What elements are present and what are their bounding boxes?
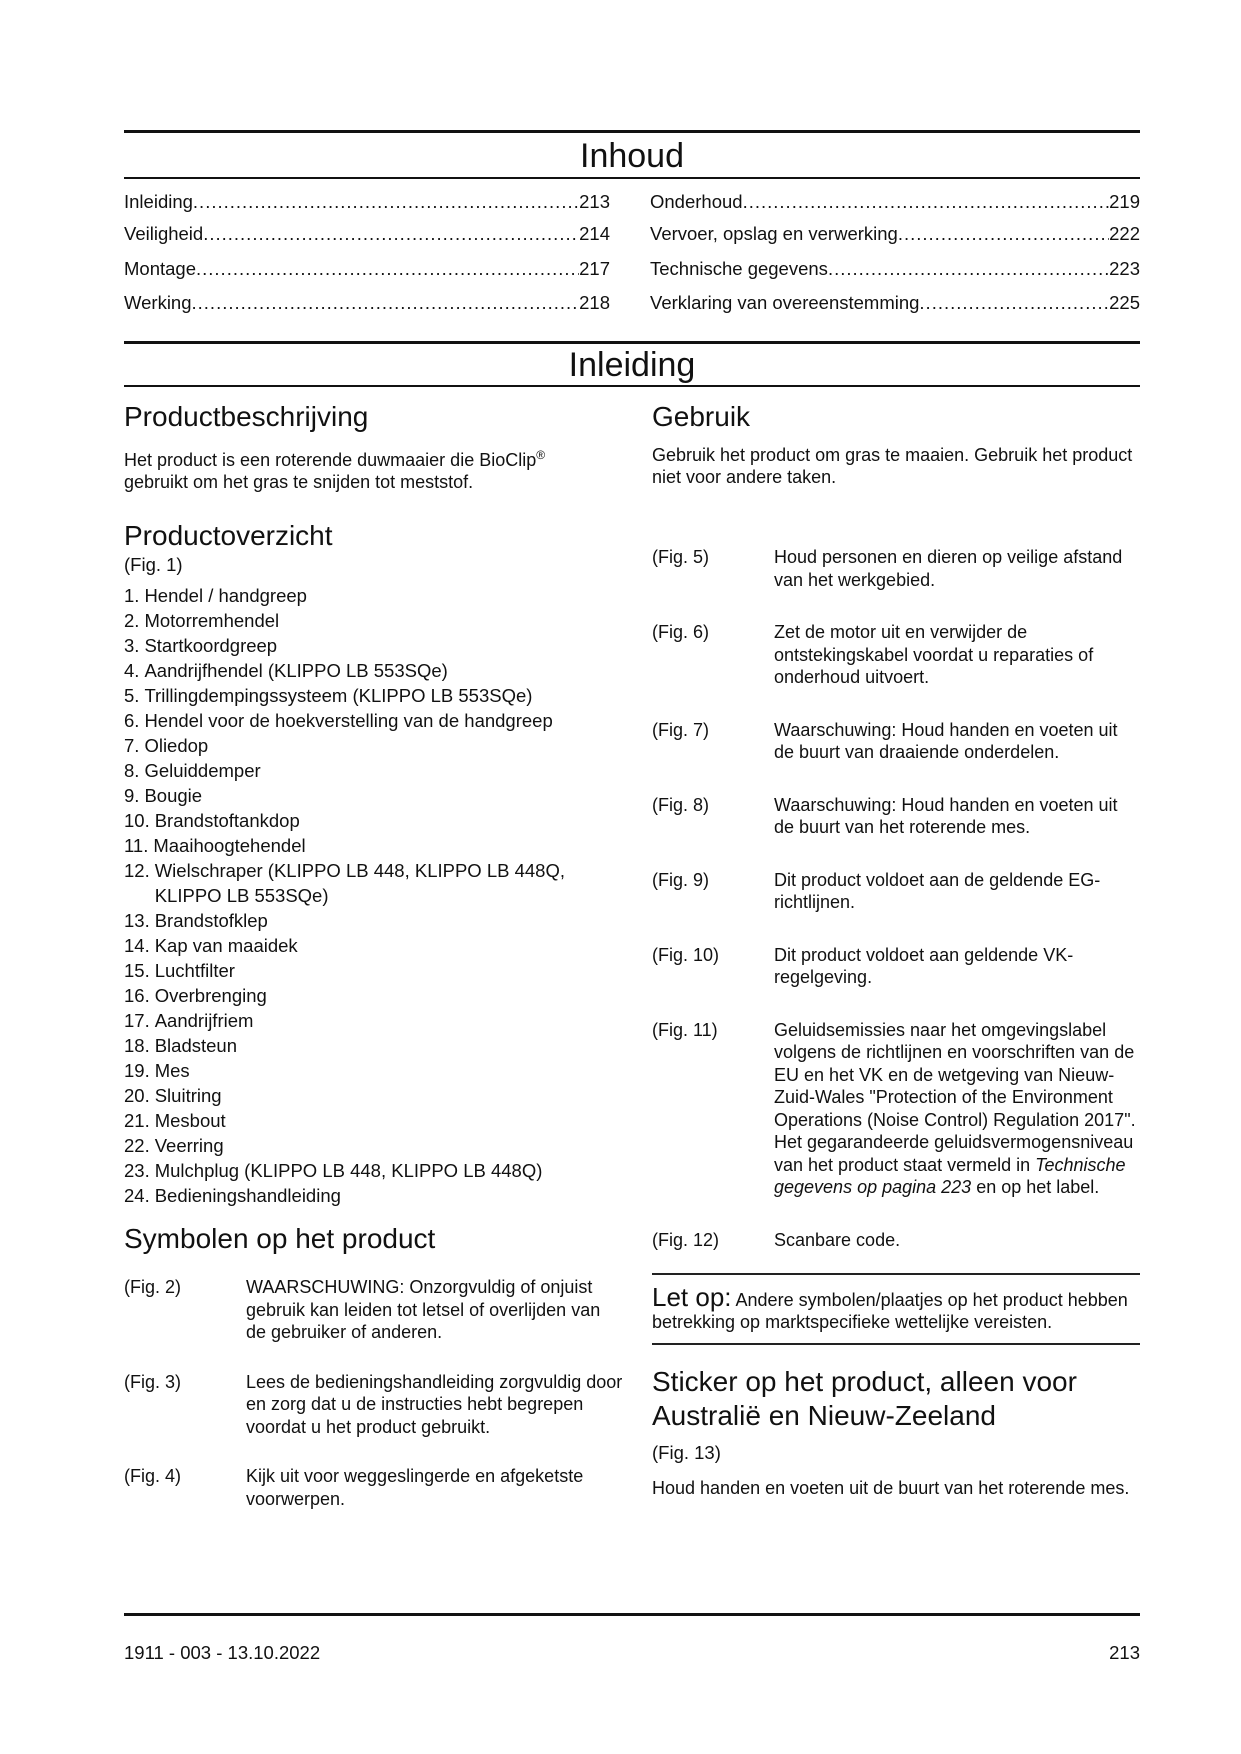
toc-top-rule [124,130,1140,133]
toc-leader [203,222,579,246]
list-item: 10. Brandstoftankdop [124,810,300,831]
list-item: 6. Hendel voor de hoekverstelling van de handgreep [124,710,553,731]
toc-leader [828,257,1109,281]
toc-entry-montage[interactable] [124,257,610,281]
symbol-description: Waarschuwing: Houd handen en voeten uit de buurt van draaiende onderdelen. [774,719,1118,762]
left-column [124,400,624,1510]
toc-entry-label: Vervoer, opslag en verwerking [650,223,898,244]
product-overview-fig: (Fig. 1) [124,554,183,575]
symbol-description: Geluidsemissies naar het omgevingslabel volgens de richtlijnen en voorschriften van de EU en het VK en de wetgeving van Nieuw-Zuid-Wales "Protection of the Environment Operations (Noise Control) Regulation 2017". Het gegarandeerde geluidsvermogensniveau van het product staat vermeld in Technische gegevens op pagina 223 en op het label. [774,1019,1136,1197]
symbol-row [652,546,1140,591]
list-item: 21. Mesbout [124,1110,226,1131]
symbol-description: Houd personen en dieren op veilige afstand van het werkgebied. [774,547,1123,590]
toc-entry-page: 218 [579,292,610,313]
symbol-fig-ref: (Fig. 9) [652,869,710,890]
list-item: 9. Bougie [124,785,203,806]
usage-heading: Gebruik [652,401,751,432]
toc-entry-page: 223 [1109,258,1140,279]
parts-list [124,583,624,1208]
symbol-fig-ref: (Fig. 3) [124,1371,182,1392]
list-item: 14. Kap van maaidek [124,935,298,956]
symbol-row [652,1229,1140,1252]
toc-entry-page: 217 [579,258,610,279]
toc-leader [919,291,1109,315]
symbols-heading: Symbolen op het product [124,1223,436,1254]
list-item: 22. Veerring [124,1135,224,1156]
list-item: 23. Mulchplug (KLIPPO LB 448, KLIPPO LB 448Q) [124,1160,543,1181]
section-bottom-rule [124,385,1140,387]
symbol-fig-ref: (Fig. 10) [652,944,720,965]
symbol-description: Kijk uit voor weggeslingerde en afgeketste voorwerpen. [246,1466,584,1509]
list-item: 19. Mes [124,1060,190,1081]
right-column [652,400,1140,1499]
product-description-text: Het product is een roterende duwmaaier die BioClip® gebruikt om het gras te snijden tot meststof. [124,448,546,492]
toc-title: Inhoud [580,137,684,175]
list-item: 7. Oliedop [124,735,209,756]
note-text: Let op: Andere symbolen/plaatjes op het product hebben betrekking op marktspecifieke wettelijke vereisten. [652,1282,1128,1332]
product-description-heading: Productbeschrijving [124,401,369,432]
symbol-description: Zet de motor uit en verwijder de ontstekingskabel voordat u reparaties of onderhoud uitvoert. [774,622,1094,687]
symbol-row [652,1019,1140,1199]
cross-reference-link[interactable]: Technische gegevens op pagina 223 [774,1154,1126,1197]
toc-leader [192,291,580,315]
symbol-fig-ref: (Fig. 8) [652,794,710,815]
list-item: 3. Startkoordgreep [124,635,278,656]
symbol-row [652,621,1140,689]
toc-entry-page: 225 [1109,292,1140,313]
toc-entry-page: 213 [579,191,610,212]
toc-entry-verklaring[interactable] [650,291,1140,315]
section-title: Inleiding [568,346,696,384]
toc-entry-technische-gegevens[interactable] [650,257,1140,281]
list-item: 15. Luchtfilter [124,960,235,981]
usage-text: Gebruik het product om gras te maaien. Gebruik het product niet voor andere taken. [652,445,1133,487]
list-item: 16. Overbrenging [124,985,267,1006]
symbol-row [652,869,1140,914]
toc-entry-vervoer[interactable] [650,222,1140,246]
list-item: 8. Geluiddemper [124,760,261,781]
symbol-fig-ref: (Fig. 6) [652,622,710,642]
toc-entry-inleiding[interactable] [124,190,610,214]
toc-leader [743,190,1110,214]
toc-entry-page: 222 [1109,223,1140,244]
symbol-description: Scanbare code. [774,1229,901,1250]
toc-entry-label: Technische gegevens [650,258,828,279]
toc-entry-label: Werking [124,292,192,313]
symbol-row [124,1371,624,1439]
symbol-row [652,944,1140,989]
toc-entry-onderhoud[interactable] [650,190,1140,214]
toc-entry-label: Verklaring van overeenstemming [650,292,920,313]
list-item: 1. Hendel / handgreep [124,585,307,606]
note-label: Let op: [652,1282,732,1312]
toc-entry-label: Veiligheid [124,223,204,244]
symbol-description: Dit product voldoet aan geldende VK-regelgeving. [774,944,1074,987]
symbol-description: Waarschuwing: Houd handen en voeten uit de buurt van het roterende mes. [774,794,1118,837]
symbol-fig-ref: (Fig. 12) [652,1229,720,1250]
symbol-fig-ref: (Fig. 4) [124,1466,182,1486]
symbol-description: WAARSCHUWING: Onzorgvuldig of onjuist gebruik kan leiden tot letsel of overlijden van de gebruiker of anderen. [246,1277,601,1342]
symbol-row [652,719,1140,764]
toc-bottom-rule [124,177,1140,179]
toc-entry-page: 214 [579,223,610,244]
toc-entry-veiligheid[interactable] [124,222,610,246]
list-item: 12. Wielschraper (KLIPPO LB 448, KLIPPO LB 448Q, KLIPPO LB 553SQe) [124,860,565,906]
product-overview-heading: Productoverzicht [124,520,333,551]
list-item: 2. Motorremhendel [124,610,280,631]
symbol-fig-ref: (Fig. 5) [652,547,710,567]
symbol-row [124,1276,624,1344]
list-item: 20. Sluitring [124,1085,222,1106]
toc-entry-label: Inleiding [124,191,193,212]
symbol-description: Dit product voldoet aan de geldende EG-richtlijnen. [774,869,1101,912]
sticker-heading: Sticker op het product, alleen voor Australië en Nieuw-Zeeland [652,1366,1077,1431]
toc-entry-label: Onderhoud [650,191,743,212]
footer-page-number: 213 [1109,1642,1140,1663]
list-item: 18. Bladsteun [124,1035,238,1056]
list-item: 24. Bedieningshandleiding [124,1185,341,1206]
toc-entry-label: Montage [124,258,196,279]
symbol-fig-ref: (Fig. 2) [124,1277,182,1297]
toc-entry-page: 219 [1109,191,1140,212]
toc-entry-werking[interactable] [124,291,610,315]
section-top-rule [124,341,1140,344]
footer-rule [124,1613,1140,1616]
list-item: 11. Maaihoogtehendel [124,835,306,856]
toc-leader [193,190,579,214]
list-item: 13. Brandstofklep [124,910,268,931]
footer-doc-id: 1911 - 003 - 13.10.2022 [124,1642,321,1663]
symbol-row [124,1465,624,1510]
list-item: 5. Trillingdempingssysteem (KLIPPO LB 553SQe) [124,685,533,706]
symbol-fig-ref: (Fig. 7) [652,719,710,740]
symbol-fig-ref: (Fig. 11) [652,1019,718,1040]
sticker-text: Houd handen en voeten uit de buurt van het roterende mes. [652,1478,1130,1498]
toc-leader [898,222,1109,246]
list-item: 4. Aandrijfhendel (KLIPPO LB 553SQe) [124,660,448,681]
toc-leader [196,257,579,281]
symbol-description: Lees de bedieningshandleiding zorgvuldig door en zorg dat u de instructies hebt begrepen voordat u het product gebruikt. [246,1371,623,1437]
sticker-fig: (Fig. 13) [652,1442,721,1463]
list-item: 17. Aandrijfriem [124,1010,254,1031]
symbol-row [652,794,1140,839]
note-box [652,1273,1140,1345]
